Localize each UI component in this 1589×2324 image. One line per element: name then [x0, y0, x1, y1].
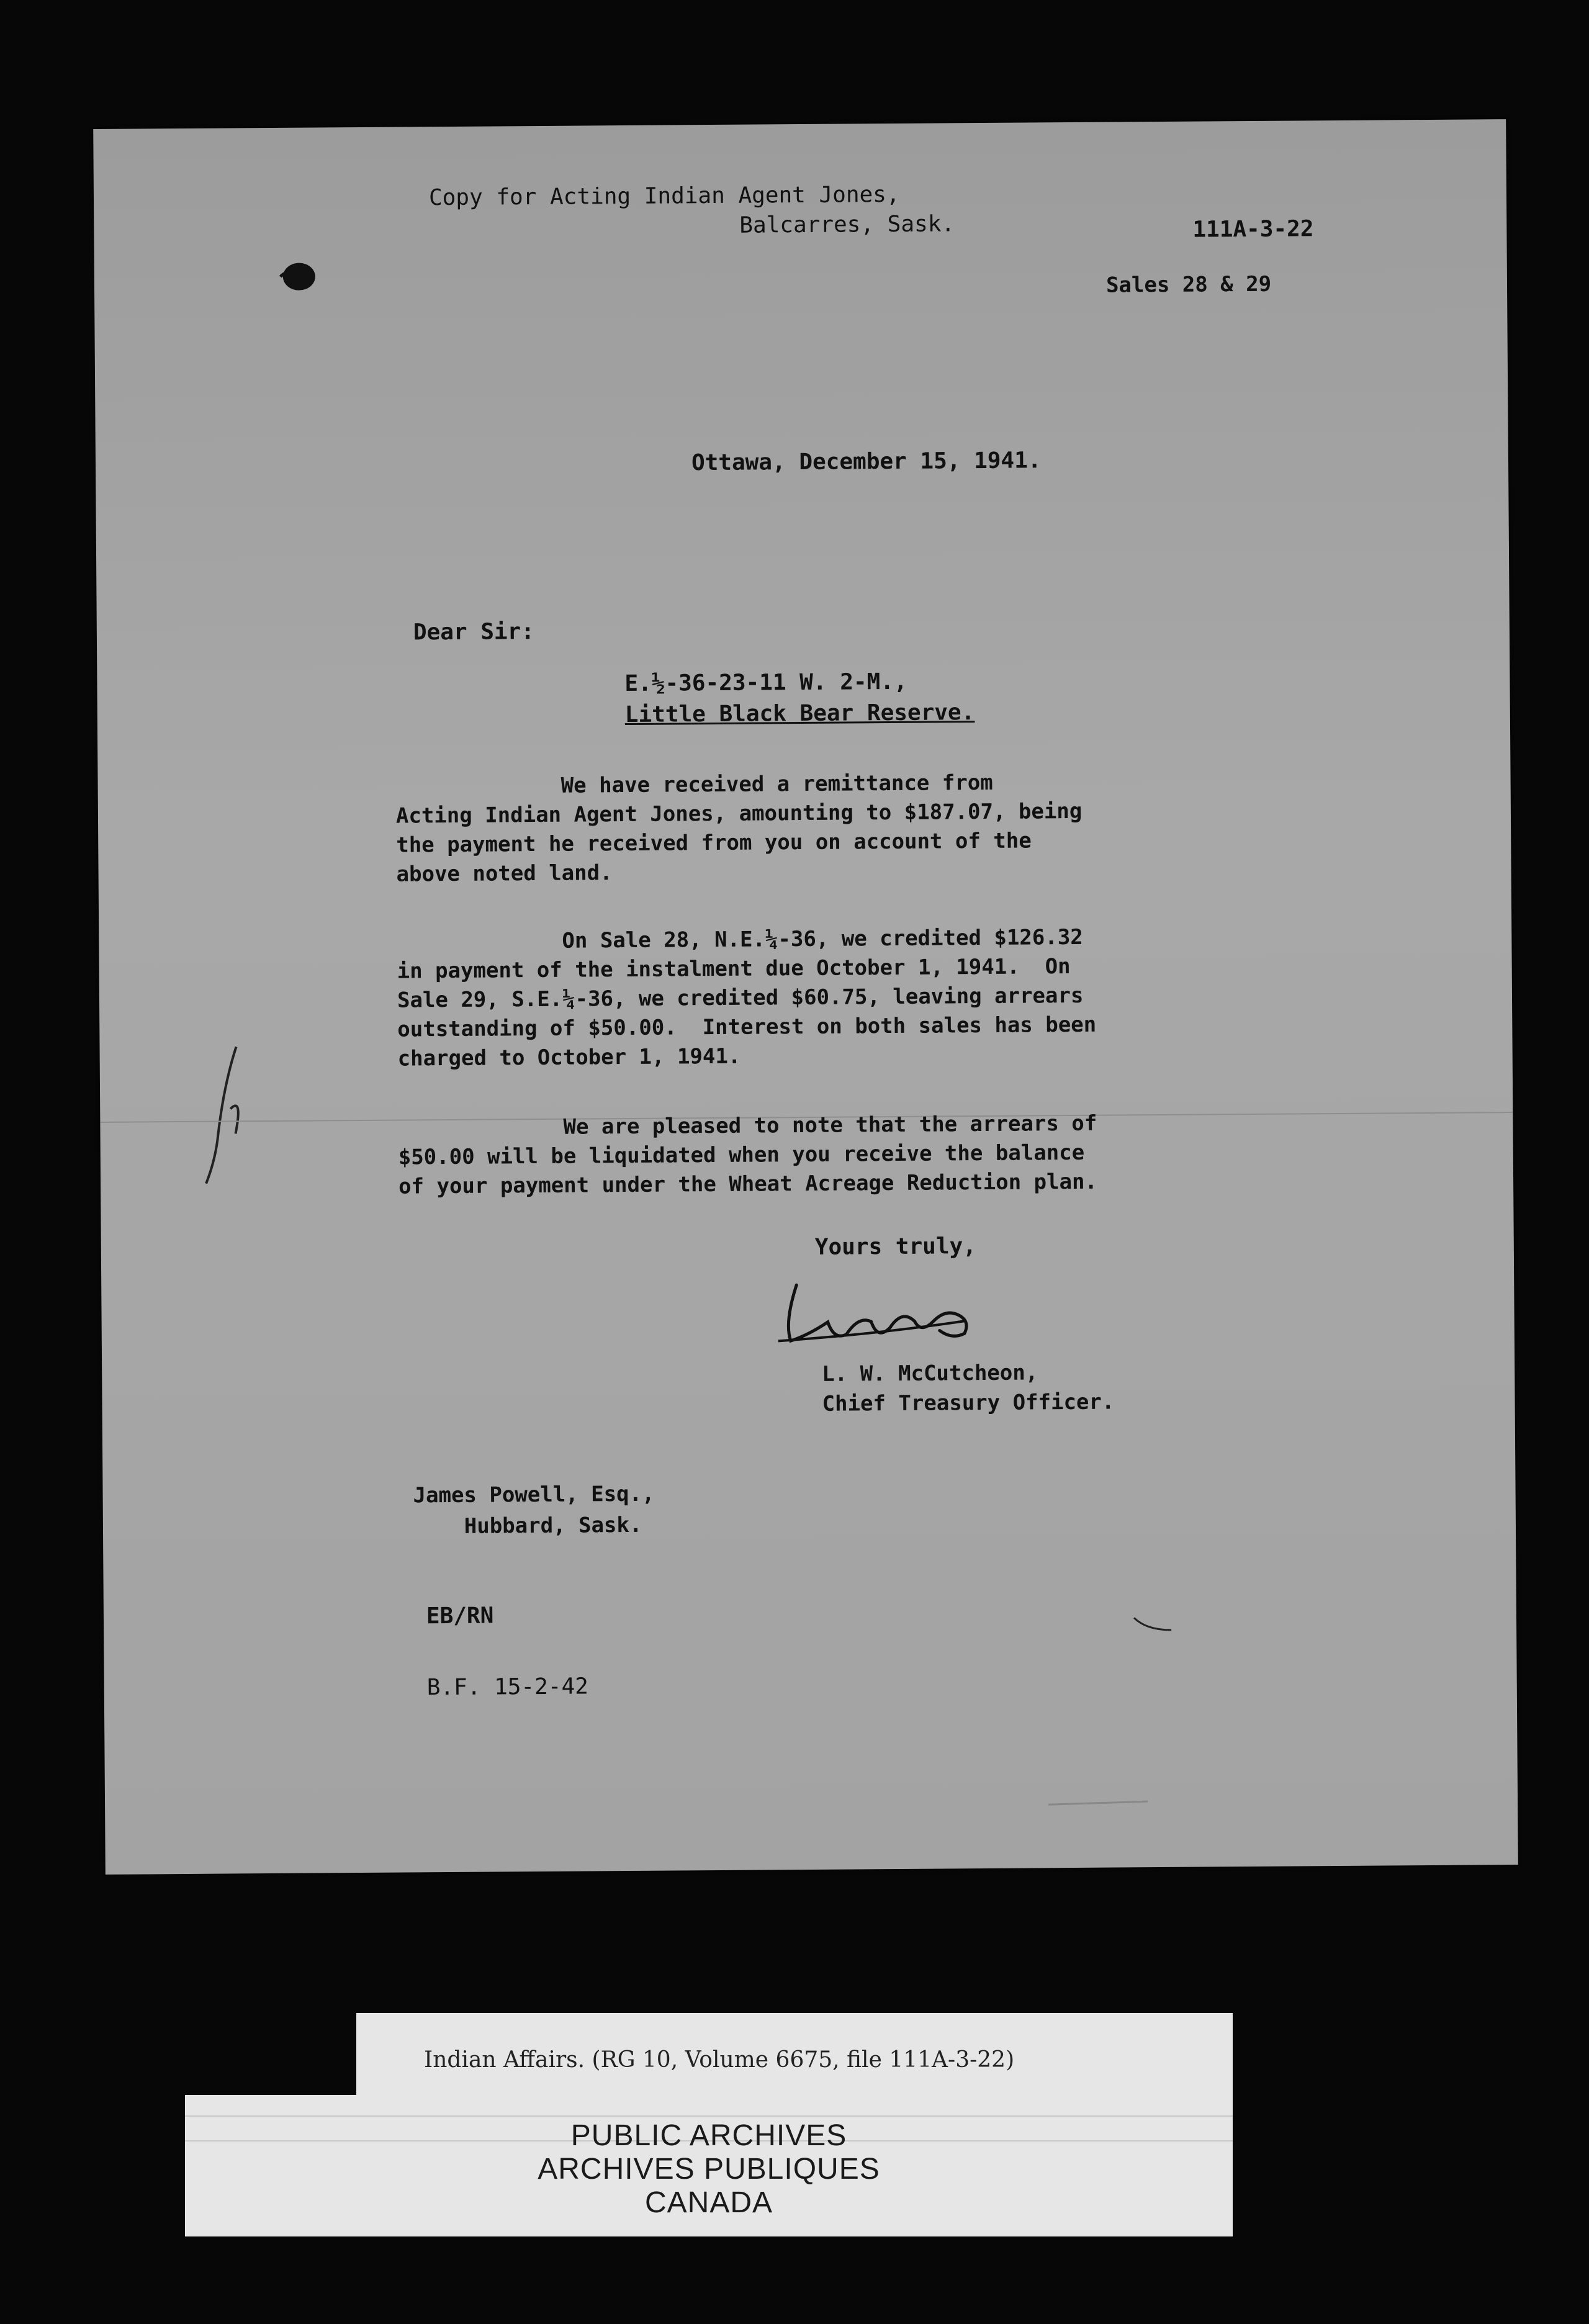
archive-name-fr: ARCHIVES PUBLIQUES: [538, 2153, 880, 2186]
sales-reference: Sales 28 & 29: [1105, 271, 1272, 298]
subject-reserve: Little Black Bear Reserve.: [624, 700, 975, 728]
body-paragraph-3: We are pleased to note that the arrears of $50.00 will be liquidated when you receive the balance of your payment under the Wheat Acreage Reduction plan.: [398, 1110, 1098, 1199]
archive-country: CANADA: [644, 2186, 773, 2219]
copy-notation: Copy for Acting Indian Agent Jones,: [428, 181, 900, 211]
ink-blot: [283, 263, 315, 290]
archive-file-reference: Indian Affairs. (RG 10, Volume 6675, file 111A-3-22): [424, 2047, 1015, 2073]
date-line: Ottawa, December 15, 1941.: [691, 448, 1042, 476]
letter-page: [93, 119, 1518, 1875]
typist-initials: EB/RN: [426, 1603, 494, 1629]
archive-reference-card: [185, 2013, 1233, 2236]
subject-land-description: E.½-36-23-11 W. 2-M.,: [624, 669, 907, 697]
body-paragraph-1: We have received a remittance from Acting Indian Agent Jones, amounting to $187.07, being the payment he received from you on account of the above noted land.: [395, 770, 1083, 887]
body-paragraph-2: On Sale 28, N.E.¼-36, we credited $126.32 in payment of the instalment due October 1, 1941. On Sale 29, S.E.¼-36, we credited $60.75, leaving arrears outstanding of $50.00. Interest on both sales has been charged to October 1, 1941.: [397, 924, 1097, 1071]
archive-name-en: PUBLIC ARCHIVES: [570, 2119, 847, 2152]
margin-pencil-mark: [205, 1047, 239, 1183]
bring-forward-reference: B.F. 15-2-42: [426, 1673, 588, 1701]
salutation: Dear Sir:: [413, 619, 535, 646]
signer-name: L. W. McCutcheon,: [822, 1360, 1038, 1387]
handwritten-signature: [772, 1258, 1033, 1359]
signer-title: Chief Treasury Officer.: [822, 1389, 1115, 1416]
copy-notation-location: Balcarres, Sask.: [739, 211, 955, 238]
closing: Yours truly,: [814, 1233, 977, 1260]
addressee-place: Hubbard, Sask.: [413, 1512, 642, 1539]
addressee-name: James Powell, Esq.,: [413, 1481, 655, 1508]
file-reference: 111A-3-22: [1192, 216, 1314, 243]
